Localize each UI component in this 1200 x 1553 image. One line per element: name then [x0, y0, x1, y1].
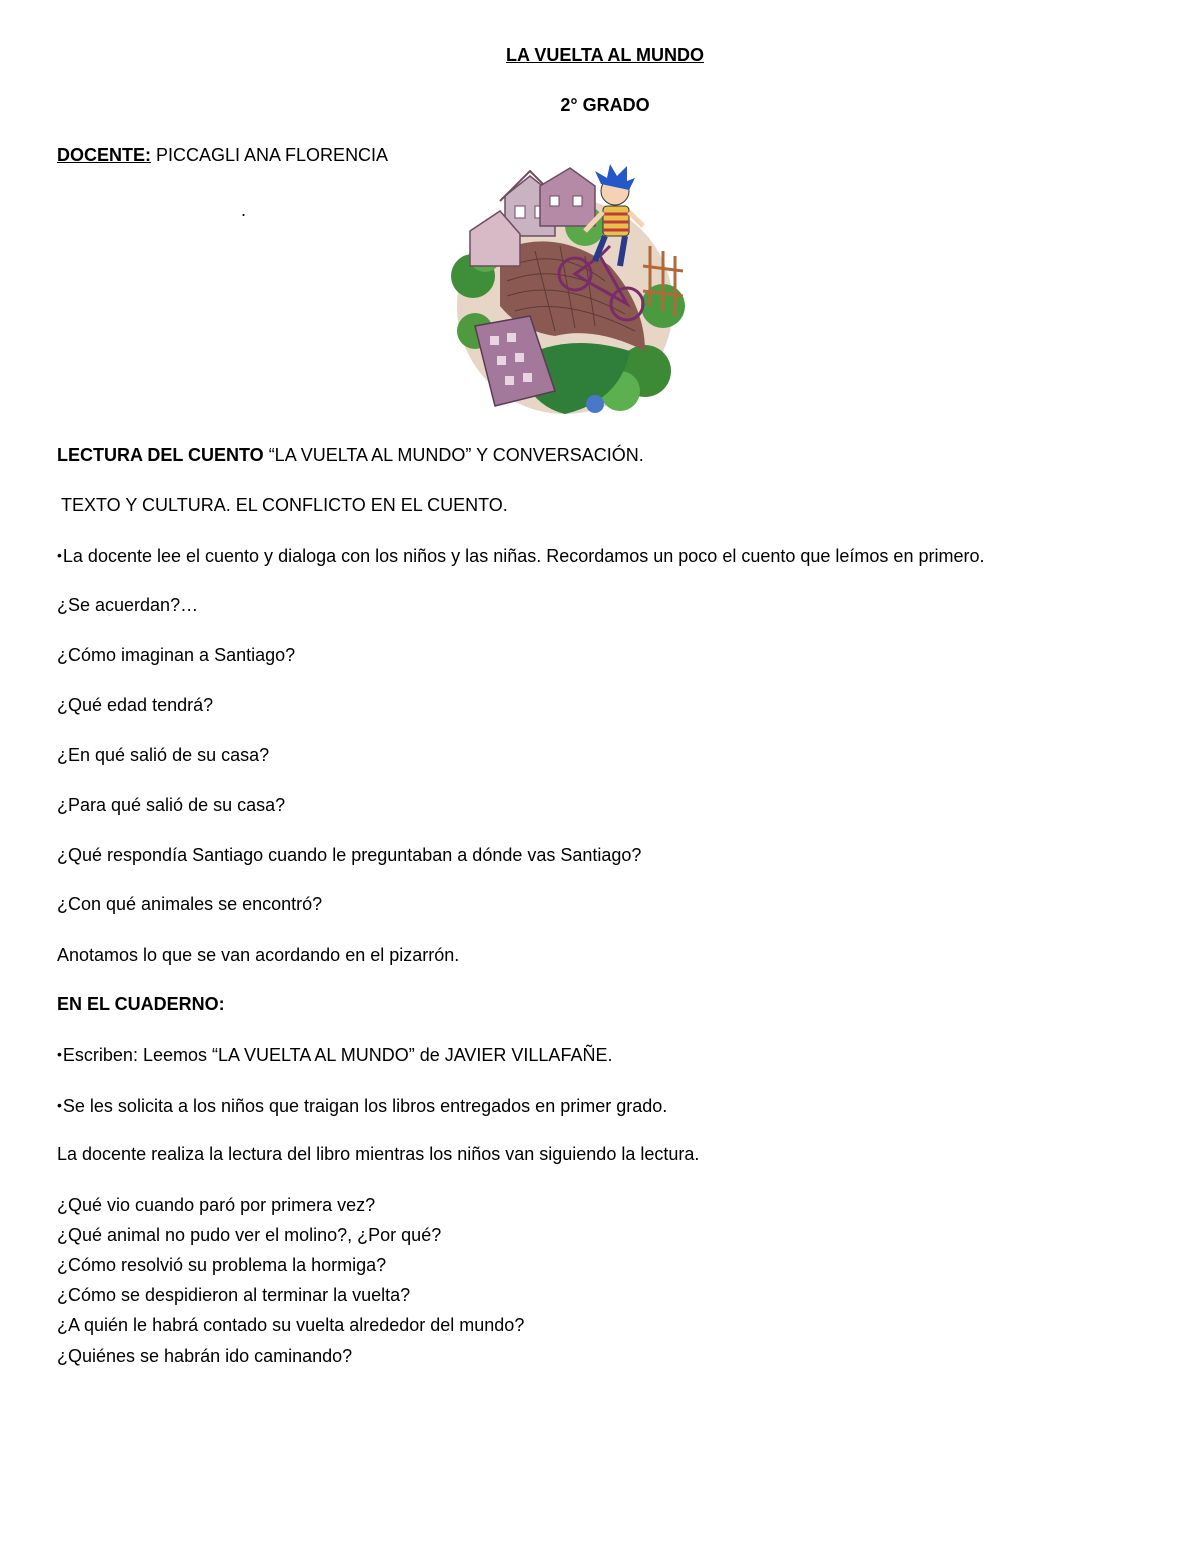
section1-subheading: TEXTO Y CULTURA. EL CONFLICTO EN EL CUENTO.: [61, 495, 508, 515]
section2-note: La docente realiza la lectura del libro mientras los niños van siguiendo la lectura.: [57, 1144, 700, 1164]
section2-item2-text: Se les solicita a los niños que traigan los libros entregados en primer grado.: [62, 1096, 668, 1116]
question-item: ¿Qué vio cuando paró por primera vez?: [57, 1195, 376, 1215]
teacher-name: PICCAGLI ANA FLORENCIA: [151, 145, 389, 165]
section1-intro: [57, 544, 984, 567]
section1-heading-bold: LECTURA DEL CUENTO: [57, 445, 264, 465]
section2-heading: EN EL CUADERNO:: [57, 994, 225, 1014]
globe-boy-bicycle-illustration: [445, 156, 695, 421]
question-item: ¿Se acuerdan?…: [57, 595, 199, 615]
section1-heading-rest: “LA VUELTA AL MUNDO” Y CONVERSACIÓN.: [263, 445, 644, 465]
question-item: ¿A quién le habrá contado su vuelta alrededor del mundo?: [57, 1315, 525, 1335]
ball-icon: [586, 395, 604, 413]
section1-intro-text: La docente lee el cuento y dialoga con los niños y las niñas. Recordamos un poco el cuento que leímos en primero.: [62, 546, 985, 566]
bullet-icon: •: [57, 547, 62, 563]
section2-item1: [57, 1043, 612, 1066]
section1-heading: [57, 444, 644, 466]
section2-item1-text: Escriben: Leemos “LA VUELTA AL MUNDO” de JAVIER VILLAFAÑE.: [62, 1045, 613, 1065]
question-item: ¿Quiénes se habrán ido caminando?: [57, 1346, 353, 1366]
grade-label: 2° GRADO: [560, 95, 650, 115]
bullet-icon: •: [57, 1046, 62, 1062]
teacher-label: DOCENTE:: [57, 145, 151, 165]
teacher-line: [57, 144, 388, 166]
section2-item2: [57, 1094, 667, 1117]
question-item: ¿Qué edad tendrá?: [57, 695, 214, 715]
question-item: ¿Cómo se despidieron al terminar la vuelta?: [57, 1285, 411, 1305]
bullet-icon: •: [57, 1097, 62, 1113]
section1-closing: Anotamos lo que se van acordando en el pizarrón.: [57, 945, 460, 965]
question-item: ¿Cómo imaginan a Santiago?: [57, 645, 296, 665]
stray-dot: .: [241, 200, 247, 220]
question-item: ¿En qué salió de su casa?: [57, 745, 270, 765]
document-title: LA VUELTA AL MUNDO: [506, 45, 704, 65]
question-item: ¿Cómo resolvió su problema la hormiga?: [57, 1255, 387, 1275]
question-item: ¿Qué animal no pudo ver el molino?, ¿Por qué?: [57, 1225, 442, 1245]
question-item: ¿Para qué salió de su casa?: [57, 795, 286, 815]
question-item: ¿Con qué animales se encontró?: [57, 894, 323, 914]
question-item: ¿Qué respondía Santiago cuando le preguntaban a dónde vas Santiago?: [57, 845, 642, 865]
